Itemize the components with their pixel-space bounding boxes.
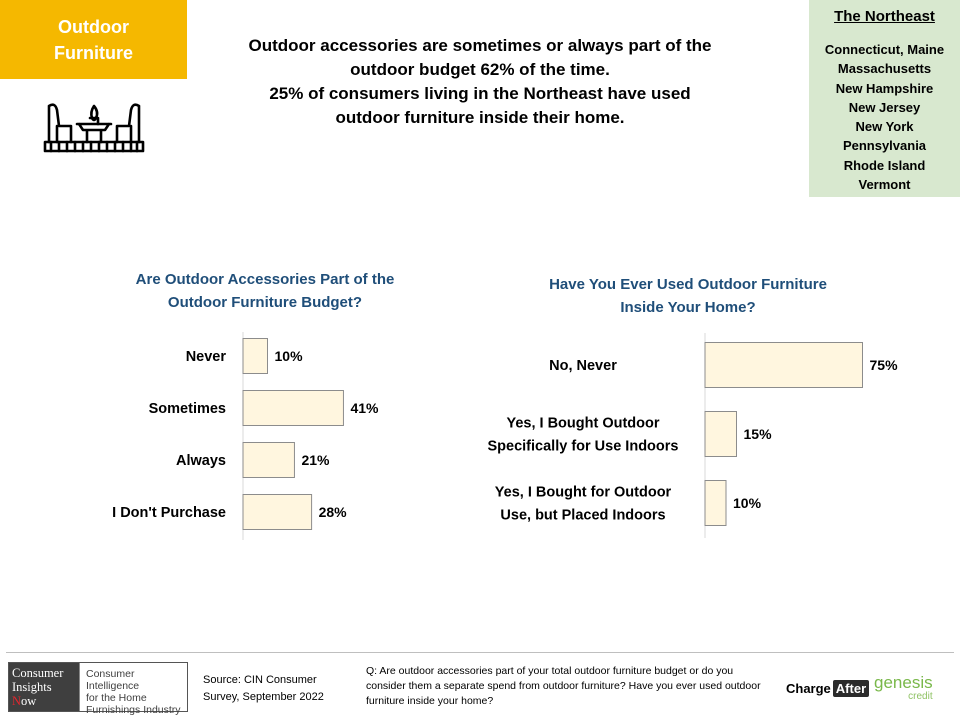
budget-chart-category-label: Never bbox=[185, 349, 226, 365]
chart-indoor-use-title-line: Have You Ever Used Outdoor Furniture bbox=[549, 276, 827, 293]
category-tag-line2: Furniture bbox=[54, 42, 133, 63]
indoor-chart-category-label: Specifically for Use Indoors bbox=[487, 438, 679, 455]
budget-chart-category-label: I Don't Purchase bbox=[112, 505, 226, 521]
indoor-chart-category-label: Yes, I Bought Outdoor bbox=[506, 415, 660, 432]
region-state: New York bbox=[855, 119, 914, 135]
region-state: Vermont bbox=[858, 177, 911, 193]
budget-chart-value-label: 10% bbox=[274, 348, 303, 364]
indoor-chart-bar bbox=[705, 343, 863, 388]
cin-logo bbox=[8, 662, 188, 716]
indoor-chart-bar bbox=[705, 412, 737, 457]
chart-budget-title-line: Outdoor Furniture Budget? bbox=[167, 294, 363, 311]
source-line: Source: CIN Consumer bbox=[203, 674, 317, 686]
genesis-credit-logo: genesis credit bbox=[874, 673, 933, 702]
region-state: Massachusetts bbox=[837, 61, 932, 77]
region-state: Connecticut, Maine bbox=[824, 42, 945, 57]
indoor-chart-value-label: 10% bbox=[733, 495, 762, 511]
source-note bbox=[203, 672, 353, 706]
cin-logo-wordmark: Consumer Insights Now bbox=[9, 663, 79, 711]
indoor-chart-bar bbox=[705, 481, 726, 526]
region-state: New Hampshire bbox=[835, 80, 934, 96]
chart-indoor-use-title-line: Inside Your Home? bbox=[620, 299, 756, 316]
headline-line: Outdoor accessories are sometimes or always part of the bbox=[248, 36, 712, 55]
region-state: Rhode Island bbox=[843, 157, 926, 173]
region-title: The Northeast bbox=[834, 8, 935, 25]
cin-logo-tagline: Consumer Intelligence for the Home Furnishings Industry bbox=[79, 663, 187, 711]
indoor-chart-category-label: Yes, I Bought for Outdoor bbox=[494, 484, 672, 501]
footer-divider bbox=[6, 652, 954, 653]
headline-line: 25% of consumers living in the Northeast have used bbox=[269, 84, 691, 103]
region-state: Pennsylvania bbox=[842, 138, 927, 154]
indoor-chart-category-label: Use, but Placed Indoors bbox=[500, 507, 666, 524]
budget-chart-value-label: 28% bbox=[318, 504, 347, 520]
indoor-chart-value-label: 15% bbox=[743, 426, 772, 442]
budget-chart-value-label: 21% bbox=[301, 452, 330, 468]
budget-chart-category-label: Sometimes bbox=[148, 401, 226, 417]
headline-line: outdoor budget 62% of the time. bbox=[350, 60, 610, 79]
chargeafter-logo: Charge After bbox=[786, 678, 869, 698]
region-state: New Jersey bbox=[848, 99, 921, 115]
indoor-chart-value-label: 75% bbox=[869, 357, 898, 373]
budget-chart-category-label: Always bbox=[176, 453, 226, 469]
headline-line: outdoor furniture inside their home. bbox=[335, 108, 625, 127]
category-tag-line1: Outdoor bbox=[58, 16, 129, 37]
chart-budget-title-line: Are Outdoor Accessories Part of the bbox=[135, 271, 395, 288]
indoor-chart-category-label: No, Never bbox=[549, 358, 617, 374]
budget-chart-value-label: 41% bbox=[350, 400, 379, 416]
survey-question: Q: Are outdoor accessories part of your total outdoor furniture budget or do you consider them a separate spend from outdoor furniture? Have you ever used outdoor furniture inside your home? bbox=[366, 665, 761, 707]
source-line: Survey, September 2022 bbox=[203, 691, 324, 703]
